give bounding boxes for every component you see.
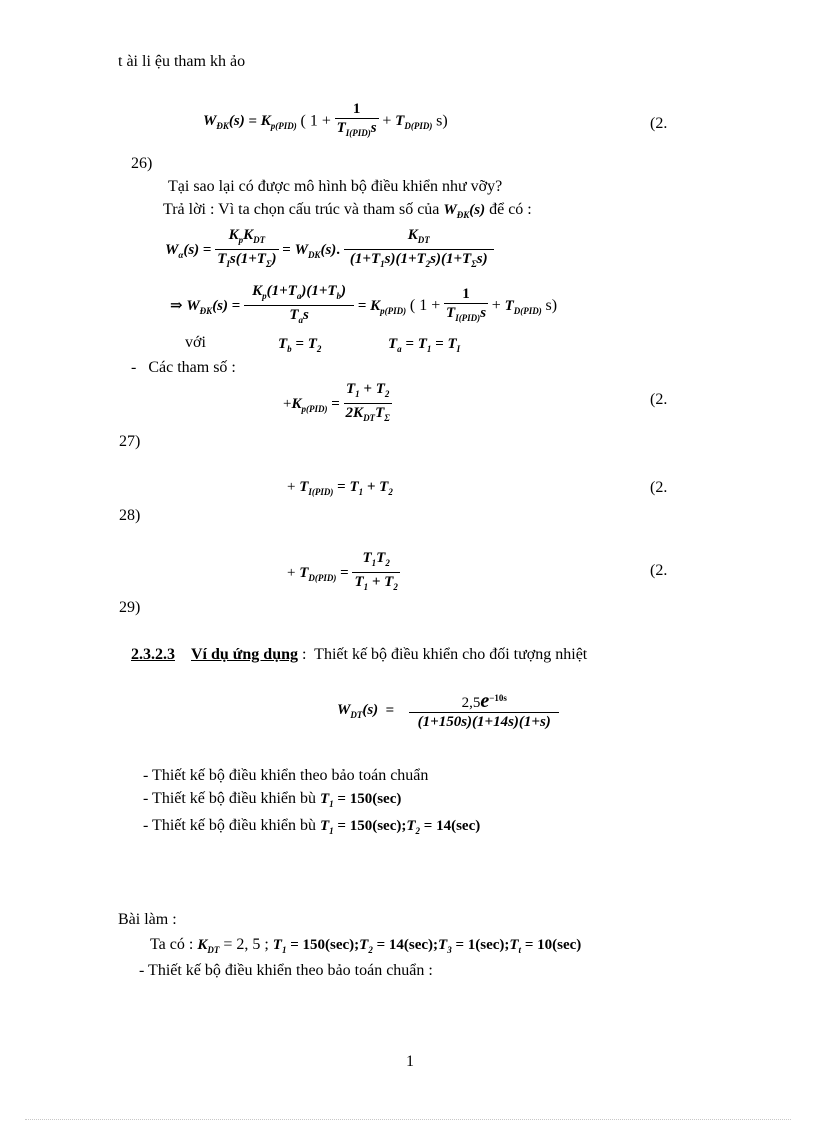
equation-kp: $+K_{p(PID)}$ = $\frac{T_1 + T_2}{2K_{DT}T_\Sigma}$ [283, 381, 390, 423]
section-number: 2.3.2.3 [131, 646, 175, 663]
equation-ti: + $T_{I(PID)} = T_1 + T_2$ [287, 479, 393, 497]
answer-suffix: để có : [489, 201, 532, 218]
equation-number-cont: 28) [119, 507, 141, 524]
page-footer-divider [25, 1119, 791, 1120]
params-label: - Các tham số : [131, 359, 236, 376]
equation-ta: $T_a = T_1 = T_I$ [388, 336, 461, 354]
params-label-text: Các tham số : [148, 359, 236, 376]
equation-number-cont: 29) [119, 599, 141, 616]
with-label: với [185, 334, 206, 351]
question-text: Tại sao lại có được mô hình bộ điều khiển như vỡy? [168, 178, 503, 195]
kdt-symbol: $K_{DT}$ [197, 937, 220, 955]
equation-number: (2. [650, 115, 668, 132]
equation-implication: ⇒ $W_{ĐK}(s)$ = $\frac{K_p(1+T_a)(1+T_b)}{T_as}$ = $K_{p(PID)}$ ( 1 + $\frac{1}{T_{I(PID)}s}$ + $T_{D(PID)}$ s) [170, 283, 558, 325]
equation-pid-transfer: $W_{ĐK}(s) = K_{p(PID)}$ ( 1 + $\frac{1}{T_{I(PID)}s}$ + $T_{D(PID)}$ s) [203, 101, 448, 138]
answer-prefix: Trả lời : Vì ta chọn cấu trúc và tham số của [163, 201, 440, 218]
section-heading [131, 646, 587, 664]
given-label: Ta có : [150, 936, 194, 953]
equation-number-cont: 26) [131, 155, 153, 172]
answer-text [163, 201, 532, 220]
answer-symbol: $W_{ĐK}(s)$ [443, 202, 486, 220]
task-item-text: - Thiết kế bộ điều khiển bù [143, 790, 316, 807]
equation-plant: $W_{DT}(s)$ = $\frac{2,5e^{-10s}}{(1+150s)(1+14s)(1+s)}$ [337, 690, 559, 732]
section-description: Thiết kế bộ điều khiển cho đối tượng nhiệt [314, 646, 588, 663]
page-header: t ài li ệu tham kh ảo [118, 53, 246, 70]
task-item [143, 790, 401, 809]
equation-number-cont: 27) [119, 433, 141, 450]
section-title: Ví dụ ứng dụng [191, 646, 298, 663]
given-line [150, 936, 581, 955]
section-colon: : [302, 646, 307, 663]
solution-label: Bài làm : [118, 911, 177, 928]
task-item-formula: $T_1 = 150(\sec)$ [320, 791, 402, 809]
final-line: - Thiết kế bộ điều khiển theo bảo toán chuẩn : [139, 962, 433, 979]
task-item [143, 817, 480, 836]
task-item-formula: $T_1$ = $150(\sec);T_2 = 14(\sec)$ [320, 818, 481, 836]
time-constants: $T_1$ = $150(\sec);T_2$ = $14(\sec);T_3$ = $1(\sec);T_t = 10(\sec)$ [272, 937, 582, 955]
task-item: - Thiết kế bộ điều khiển theo bảo toán chuẩn [143, 767, 429, 784]
equation-number: (2. [650, 479, 668, 496]
page-number: 1 [406, 1053, 414, 1070]
equation-number: (2. [650, 391, 668, 408]
task-item-text: - Thiết kế bộ điều khiển bù [143, 817, 316, 834]
equation-td: + $T_{D(PID)}$ = $\frac{T_1T_2}{T_1 + T_2}$ [287, 550, 398, 592]
equation-number: (2. [650, 562, 668, 579]
kdt-value: = 2, 5 ; [223, 936, 269, 953]
equation-tb: $T_b = T_2$ [278, 336, 322, 354]
equation-open-loop: $W_\alpha(s)$ = $\frac{K_pK_{DT}}{T_Is(1+T_\Sigma)}$ = $W_{DK}(s)$. $\frac{K_{DT}}{(1+T_1s)(1+T_2s)(1+T_\Sigma s)}$ [165, 227, 494, 274]
